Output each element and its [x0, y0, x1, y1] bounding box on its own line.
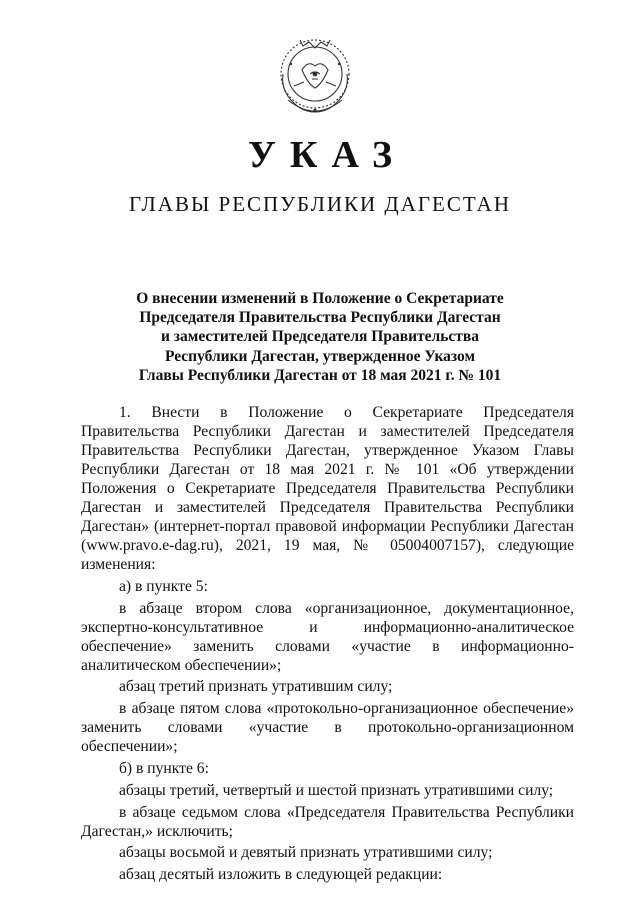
heading-line: Республики Дагестан, утвержденное Указом [164, 347, 476, 365]
heading-line: Председателя Правительства Республики Дагестан [139, 309, 501, 327]
body-paragraph: абзац десятый изложить в следующей редакции: [119, 866, 443, 884]
body-paragraph: абзацы третий, четвертый и шестой признать утратившими силу; [119, 781, 554, 799]
body-paragraph: в абзаце втором слова «организационное, документационное, экспертно-консультативное и информационно-аналитическое обеспечение» заменить словами «участие в информационно-аналитическом обеспечении»; [81, 599, 574, 674]
heading-line: и заместителей Председателя Правительства [160, 328, 479, 346]
decree-heading [60, 289, 580, 385]
body-paragraph: а) в пункте 5: [119, 577, 208, 595]
body-paragraph: абзацы восьмой и девятый признать утратившими силу; [119, 844, 493, 862]
coat-of-arms-emblem [270, 30, 360, 118]
body-paragraph: в абзаце седьмом слова «Председателя Правительства Республики Дагестан,» исключить; [81, 803, 574, 840]
body-paragraph: в абзаце пятом слова «протокольно-организационное обеспечение» заменить словами «участие в протокольно-организационном обеспечении»; [81, 700, 574, 756]
decree-body [81, 403, 574, 887]
decree-issuer: ГЛАВЫ РЕСПУБЛИКИ ДАГЕСТАН [128, 192, 512, 216]
decree-title: УКАЗ [248, 134, 406, 176]
heading-line: Главы Республики Дагестан от 18 мая 2021 г. № 101 [138, 366, 502, 384]
heading-line: О внесении изменений в Положение о Секретариате [136, 290, 504, 307]
body-paragraph: б) в пункте 6: [119, 759, 209, 777]
body-paragraph: 1. Внести в Положение о Секретариате Председателя Правительства Республики Дагестан и заместителей Председателя Правительства Республики Дагестан, утвержденное Указом Главы Республики Дагестан от 18 мая 2021 г. № 101 «Об утверждении Положения о Секретариате Председателя Правительства Республики Дагестан и заместителей Председателя Правительства Республики Дагестан» (интернет-портал правовой информации Республики Дагестан (www.pravo.e-dag.ru), 2021, 19 мая, № 05004007157), следующие изменения: [81, 404, 574, 573]
body-paragraph: абзац третий признать утратившим силу; [119, 678, 393, 696]
